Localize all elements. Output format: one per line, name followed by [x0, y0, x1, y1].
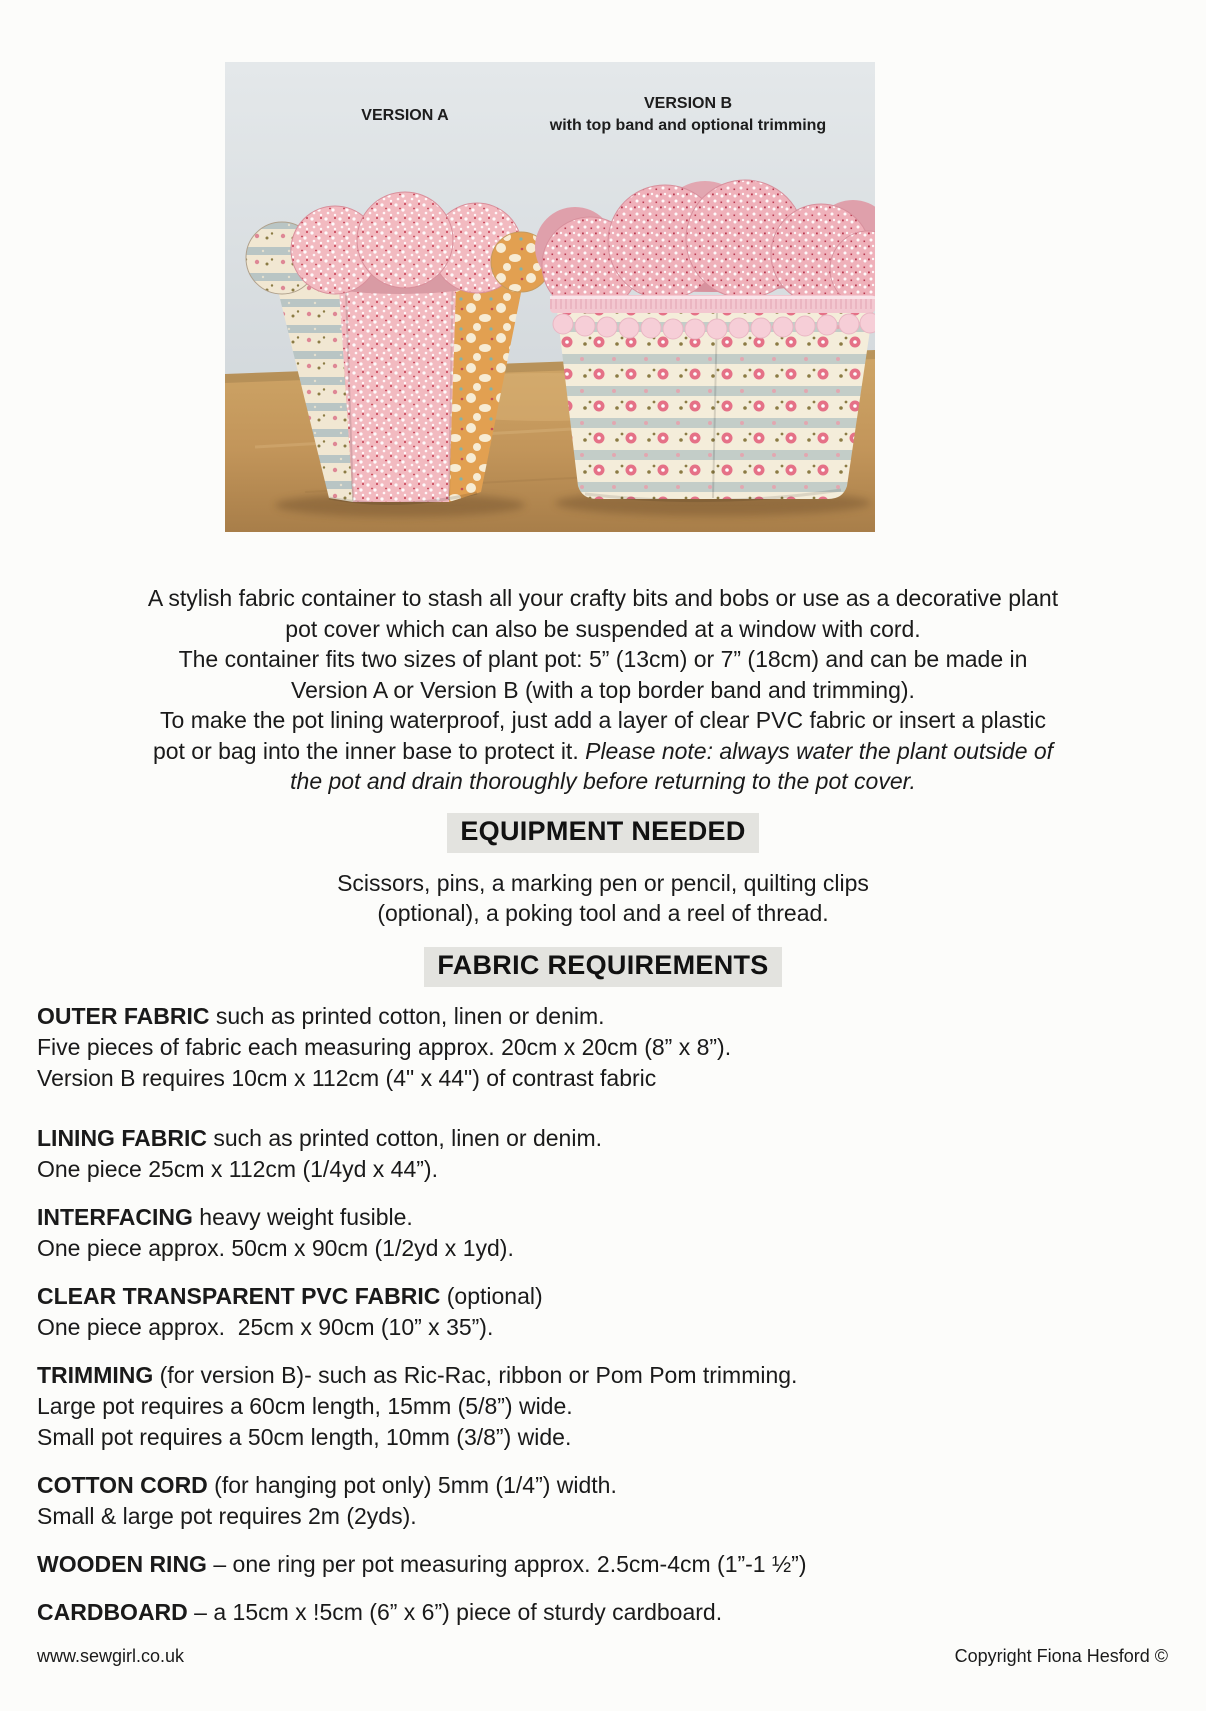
equipment-text [0, 868, 1206, 928]
intro-line: the pot and drain thoroughly before returning to the pot cover. [290, 768, 916, 794]
requirement-desc: such as printed cotton, linen or denim. [206, 1125, 603, 1151]
version-b-title: VERSION B [643, 95, 733, 112]
requirement-lead-line [37, 1123, 1167, 1154]
requirement-line: One piece approx. 50cm x 90cm (1/2yd x 1yd). [37, 1235, 514, 1261]
requirement-lead-line [37, 1470, 1167, 1501]
intro-line-italic: Please note: always water the plant outside of [585, 737, 1054, 764]
requirement-desc: heavy weight fusible. [192, 1204, 413, 1230]
requirement-wooden-ring [37, 1549, 1167, 1580]
requirement-desc: (for hanging pot only) 5mm (1/4”) width. [207, 1472, 617, 1498]
intro-line: The container fits two sizes of plant pot: 5” (13cm) or 7” (18cm) and can be made in [178, 646, 1028, 672]
requirement-name: TRIMMING [37, 1362, 154, 1388]
requirement-line: Large pot requires a 60cm length, 15mm (5/8”) wide. [37, 1393, 573, 1419]
requirement-lead-line [37, 1202, 1167, 1233]
version-b-label [550, 93, 826, 137]
intro-paragraph [0, 583, 1206, 797]
requirement-cotton-cord [37, 1470, 1167, 1532]
requirement-desc: – one ring per pot measuring approx. 2.5cm-4cm (1”-1 ½”) [206, 1551, 807, 1577]
version-a-label: VERSION A [361, 107, 449, 124]
requirement-lead-line [37, 1281, 1167, 1312]
equipment-heading: EQUIPMENT NEEDED [447, 813, 758, 853]
equipment-line: Scissors, pins, a marking pen or pencil, quilting clips [337, 870, 869, 896]
requirement-name: LINING FABRIC [37, 1125, 207, 1151]
requirement-name: OUTER FABRIC [37, 1003, 210, 1029]
fabric-requirements-heading: FABRIC REQUIREMENTS [424, 947, 781, 987]
requirement-line: Small pot requires a 50cm length, 10mm (3/8”) wide. [37, 1424, 572, 1450]
intro-line-normal: pot or bag into the inner base to protect it. [152, 737, 586, 764]
requirement-name: INTERFACING [37, 1204, 193, 1230]
requirement-name: COTTON CORD [37, 1472, 208, 1498]
requirement-lead-line [37, 1597, 1167, 1628]
requirement-cardboard [37, 1597, 1167, 1628]
requirement-line: Version B requires 10cm x 112cm (4" x 44") of contrast fabric [37, 1065, 657, 1091]
requirement-outer-fabric [37, 1001, 1167, 1094]
website-url: www.sewgirl.co.uk [37, 1646, 185, 1666]
requirement-name: CARDBOARD [37, 1599, 188, 1625]
fabric-requirements-list [37, 1001, 1167, 1645]
requirement-name: WOODEN RING [37, 1551, 207, 1577]
requirement-desc: (optional) [440, 1283, 543, 1309]
equipment-line: (optional), a poking tool and a reel of thread. [377, 900, 829, 926]
intro-line: pot cover which can also be suspended at a window with cord. [285, 615, 921, 642]
requirement-line: Small & large pot requires 2m (2yds). [37, 1503, 417, 1529]
requirement-line: One piece 25cm x 112cm (1/4yd x 44”). [37, 1156, 438, 1182]
equipment-heading-row [0, 813, 1206, 853]
requirement-desc: (for version B)- such as Ric-Rac, ribbon or Pom Pom trimming. [153, 1362, 798, 1388]
requirement-lead-line [37, 1360, 1167, 1391]
product-photo [225, 62, 875, 532]
intro-line: Version A or Version B (with a top border band and trimming). [291, 676, 915, 703]
version-b-subtitle: with top band and optional trimming [549, 117, 827, 134]
requirement-desc: such as printed cotton, linen or denim. [209, 1003, 605, 1029]
requirement-lining-fabric [37, 1123, 1167, 1185]
fabric-requirements-heading-row [0, 947, 1206, 987]
pot-version-b [535, 180, 875, 501]
requirement-line: One piece approx. 25cm x 90cm (10” x 35”). [37, 1314, 494, 1340]
intro-line: To make the pot lining waterproof, just add a layer of clear PVC fabric or insert a plastic [160, 707, 1046, 733]
requirement-line: Five pieces of fabric each measuring approx. 20cm x 20cm (8” x 8”). [37, 1034, 732, 1060]
requirement-interfacing [37, 1202, 1167, 1264]
requirement-pvc-fabric [37, 1281, 1167, 1343]
intro-line [0, 736, 1206, 767]
intro-line: A stylish fabric container to stash all your crafty bits and bobs or use as a decorative plant [147, 585, 1059, 611]
requirement-lead-line [37, 1001, 1167, 1032]
requirement-trimming [37, 1360, 1167, 1453]
requirement-lead-line [37, 1549, 1167, 1580]
requirement-name: CLEAR TRANSPARENT PVC FABRIC [37, 1283, 441, 1309]
copyright-notice: Copyright Fiona Hesford © [954, 1646, 1168, 1666]
requirement-desc: – a 15cm x !5cm (6” x 6”) piece of sturdy cardboard. [187, 1599, 723, 1625]
